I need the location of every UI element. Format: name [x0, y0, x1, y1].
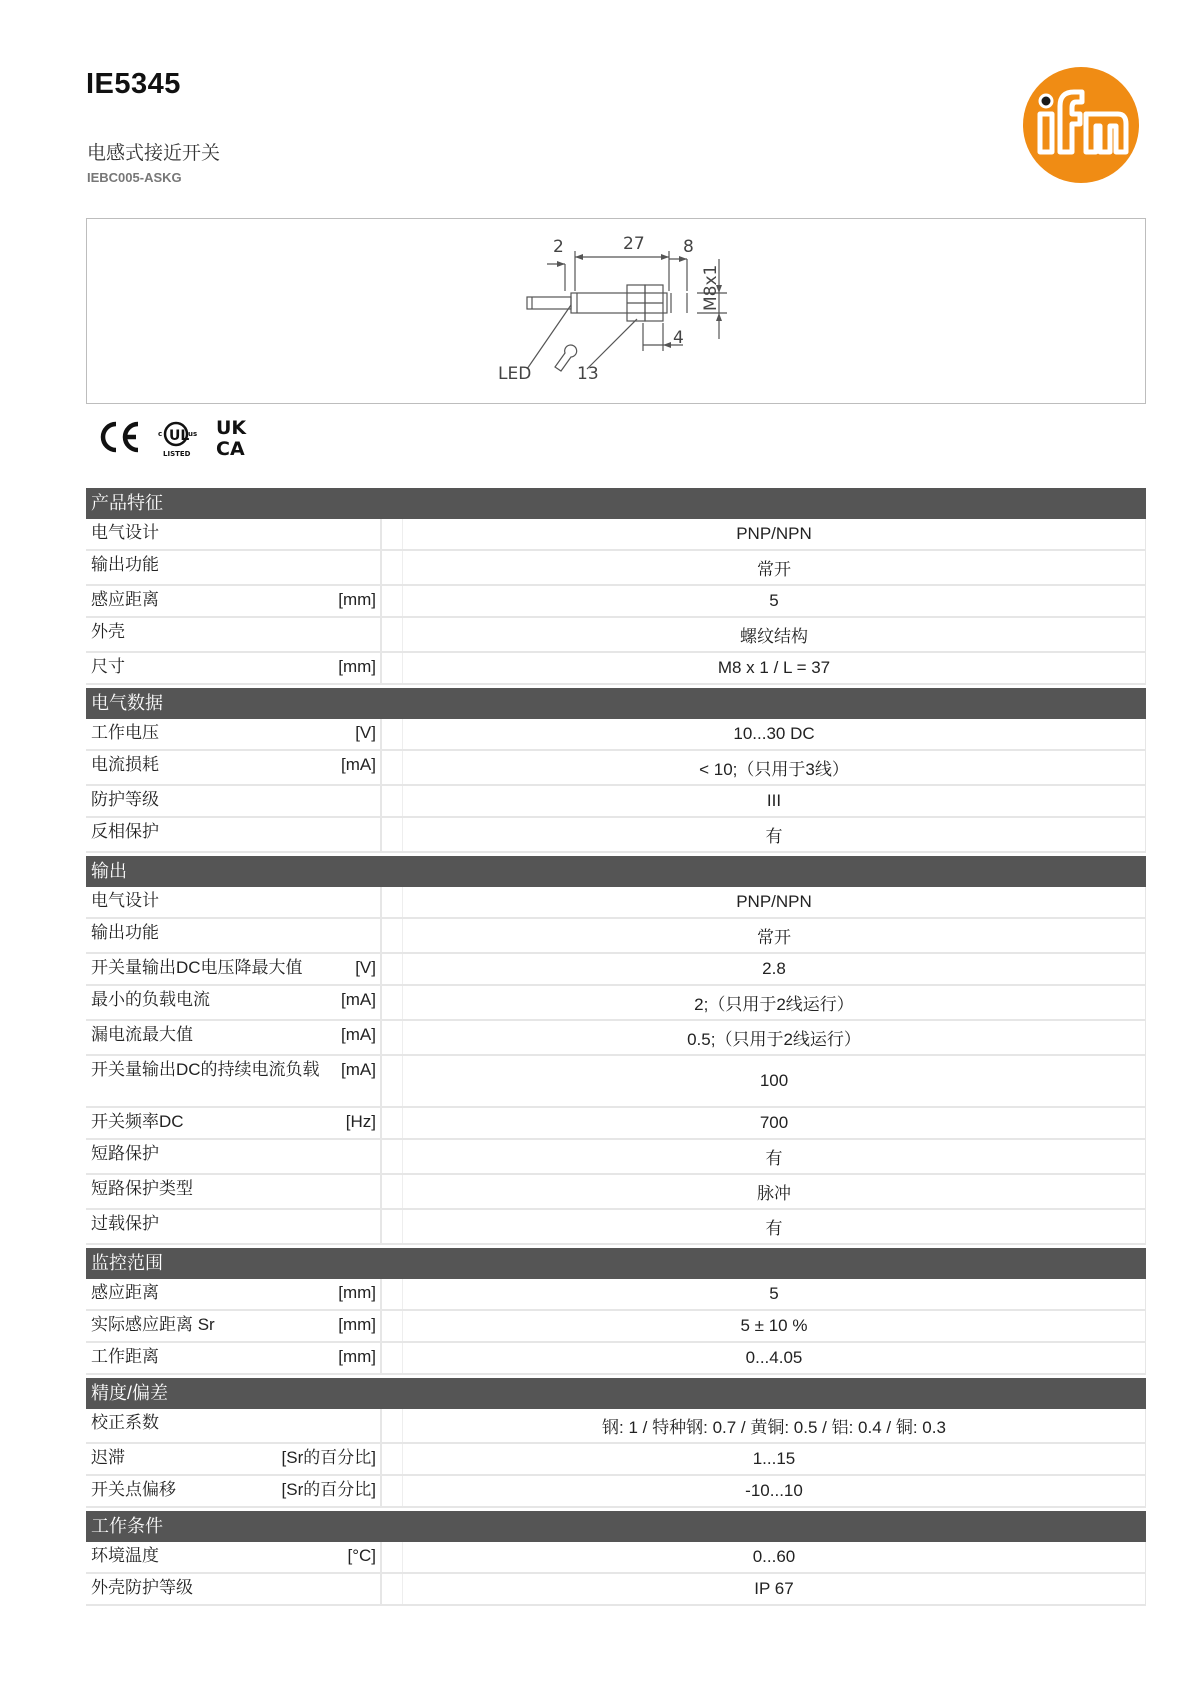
spec-label: 输出功能	[91, 923, 159, 942]
svg-text:UL: UL	[169, 428, 190, 444]
spec-label: 开关量输出DC的持续电流负载	[91, 1060, 320, 1079]
spec-label-cell	[86, 586, 382, 616]
spec-value: 常开	[402, 919, 1146, 952]
spec-value: 螺纹结构	[402, 618, 1146, 651]
spec-value: IP 67	[402, 1574, 1146, 1604]
spec-row	[86, 751, 1146, 786]
dimension-drawing	[86, 218, 1146, 404]
spec-unit	[370, 555, 376, 580]
spec-value: < 10;（只用于3线）	[402, 751, 1146, 784]
thread-label: M8x1	[701, 264, 721, 311]
spec-unit: [mA]	[341, 1025, 376, 1044]
spec-label: 电流损耗	[91, 755, 159, 774]
spec-value: 2;（只用于2线运行）	[402, 986, 1146, 1019]
svg-text:CA: CA	[216, 438, 245, 460]
spec-unit	[370, 1578, 376, 1600]
spec-unit	[370, 790, 376, 812]
spec-row	[86, 1108, 1146, 1140]
spec-label: 感应距离	[91, 1283, 159, 1302]
spec-row	[86, 586, 1146, 618]
product-description: 电感式接近开关	[87, 143, 221, 164]
section-header: 产品特征	[86, 488, 1146, 519]
spec-unit	[370, 822, 376, 847]
page-header	[86, 68, 1146, 198]
spec-value: 钢: 1 / 特种钢: 0.7 / 黄铜: 0.5 / 铝: 0.4 / 铜: 0.3	[402, 1409, 1146, 1442]
spec-label-cell	[86, 653, 382, 683]
product-model: IE5345	[86, 68, 181, 100]
spec-label-cell	[86, 1476, 382, 1506]
spec-row	[86, 1056, 1146, 1108]
spec-value: 有	[402, 1210, 1146, 1243]
section-header: 工作条件	[86, 1511, 1146, 1542]
spec-label-cell	[86, 1140, 382, 1173]
sensor-dimension-diagram	[87, 219, 1147, 405]
spec-unit	[370, 891, 376, 913]
spec-row	[86, 1409, 1146, 1444]
spec-label: 工作距离	[91, 1347, 159, 1366]
spec-row	[86, 719, 1146, 751]
spec-label: 外壳防护等级	[91, 1578, 193, 1597]
spec-label: 开关频率DC	[91, 1112, 184, 1131]
spec-label: 迟滞	[91, 1448, 125, 1467]
spec-label: 外壳	[91, 622, 125, 641]
spec-label-cell	[86, 618, 382, 651]
svg-text:c: c	[158, 430, 163, 438]
spec-row	[86, 1542, 1146, 1574]
spec-row	[86, 1210, 1146, 1245]
spec-label-cell	[86, 1444, 382, 1474]
spec-value: 0.5;（只用于2线运行）	[402, 1021, 1146, 1054]
spec-value: 5	[402, 586, 1146, 616]
spec-label-cell	[86, 954, 382, 984]
ce-mark-icon	[103, 424, 138, 450]
spec-unit: [mA]	[341, 1060, 376, 1079]
section-header: 电气数据	[86, 688, 1146, 719]
spec-unit: [mA]	[341, 755, 376, 774]
spec-value: 5	[402, 1279, 1146, 1309]
spec-unit: [V]	[355, 958, 376, 977]
spec-row	[86, 1175, 1146, 1210]
spec-value: 有	[402, 818, 1146, 851]
spec-unit: [Sr的百分比]	[281, 1448, 376, 1467]
spec-label: 输出功能	[91, 555, 159, 574]
spec-unit: [mm]	[338, 657, 376, 676]
spec-label: 过载保护	[91, 1214, 159, 1233]
dim-8-label: 8	[683, 237, 694, 257]
spec-unit: [mm]	[338, 1315, 376, 1334]
certification-marks	[92, 412, 272, 462]
spec-label-cell	[86, 786, 382, 816]
spec-label: 校正系数	[91, 1413, 159, 1432]
spec-label: 最小的负载电流	[91, 990, 210, 1009]
spec-value: 0...60	[402, 1542, 1146, 1572]
spec-value: 常开	[402, 551, 1146, 584]
spec-unit: [mm]	[338, 1283, 376, 1302]
spec-label-cell	[86, 1574, 382, 1604]
spec-row	[86, 919, 1146, 954]
spec-unit	[370, 1214, 376, 1239]
ukca-mark-icon	[216, 417, 247, 460]
spec-label-cell	[86, 919, 382, 952]
specification-table	[86, 488, 1146, 1606]
spec-value: PNP/NPN	[402, 887, 1146, 917]
spec-label-cell	[86, 1343, 382, 1373]
spec-label-cell	[86, 1056, 382, 1106]
spec-row	[86, 551, 1146, 586]
spec-label: 开关量输出DC电压降最大值	[91, 958, 303, 977]
spec-value: 10...30 DC	[402, 719, 1146, 749]
spec-label-cell	[86, 887, 382, 917]
spec-label: 反相保护	[91, 822, 159, 841]
wrench-size-label: 13	[577, 364, 599, 384]
spec-value: 5 ± 10 %	[402, 1311, 1146, 1341]
dim-27-label: 27	[623, 234, 645, 254]
spec-label: 开关点偏移	[91, 1480, 176, 1499]
spec-label-cell	[86, 551, 382, 584]
spec-row	[86, 1574, 1146, 1606]
spec-row	[86, 1021, 1146, 1056]
spec-row	[86, 618, 1146, 653]
spec-label-cell	[86, 986, 382, 1019]
spec-unit	[370, 523, 376, 545]
spec-value: 有	[402, 1140, 1146, 1173]
spec-label: 环境温度	[91, 1546, 159, 1565]
dim-2-label: 2	[553, 237, 564, 257]
section-header: 精度/偏差	[86, 1378, 1146, 1409]
spec-value: 1...15	[402, 1444, 1146, 1474]
spec-label: 防护等级	[91, 790, 159, 809]
spec-label-cell	[86, 719, 382, 749]
svg-text:us: us	[188, 430, 198, 438]
spec-unit: [mm]	[338, 1347, 376, 1366]
spec-label-cell	[86, 1175, 382, 1208]
spec-label-cell	[86, 1021, 382, 1054]
spec-value: 脉冲	[402, 1175, 1146, 1208]
spec-value: 100	[402, 1056, 1146, 1106]
spec-label: 工作电压	[91, 723, 159, 742]
spec-row	[86, 786, 1146, 818]
spec-label-cell	[86, 818, 382, 851]
spec-label-cell	[86, 1542, 382, 1572]
spec-label: 短路保护	[91, 1144, 159, 1163]
spec-label-cell	[86, 751, 382, 784]
section-header: 输出	[86, 856, 1146, 887]
ifm-logo-icon	[1022, 66, 1140, 184]
spec-label-cell	[86, 1409, 382, 1442]
spec-row	[86, 1343, 1146, 1375]
spec-row	[86, 818, 1146, 853]
spec-row	[86, 653, 1146, 685]
spec-label-cell	[86, 1279, 382, 1309]
spec-row	[86, 1279, 1146, 1311]
spec-label-cell	[86, 519, 382, 549]
spec-row	[86, 519, 1146, 551]
spec-unit	[370, 923, 376, 948]
spec-value: 2.8	[402, 954, 1146, 984]
spec-label: 漏电流最大值	[91, 1025, 193, 1044]
spec-unit	[370, 1413, 376, 1438]
spec-unit	[370, 1144, 376, 1169]
spec-value: 0...4.05	[402, 1343, 1146, 1373]
spec-unit: [°C]	[347, 1546, 376, 1565]
spec-label-cell	[86, 1108, 382, 1138]
svg-text:LISTED: LISTED	[163, 450, 191, 458]
dim-4-label: 4	[673, 328, 684, 348]
spec-value: PNP/NPN	[402, 519, 1146, 549]
spec-unit: [Hz]	[345, 1112, 376, 1131]
spec-value: M8 x 1 / L = 37	[402, 653, 1146, 683]
spec-label: 电气设计	[91, 891, 159, 910]
spec-unit	[370, 1179, 376, 1204]
spec-label-cell	[86, 1311, 382, 1341]
spec-label: 感应距离	[91, 590, 159, 609]
order-code: IEBC005-ASKG	[87, 170, 182, 185]
svg-text:UK: UK	[216, 417, 247, 439]
spec-label-cell	[86, 1210, 382, 1243]
spec-row	[86, 1311, 1146, 1343]
spec-unit	[370, 622, 376, 647]
spec-value: III	[402, 786, 1146, 816]
led-label: LED	[498, 364, 532, 384]
spec-unit: [mA]	[341, 990, 376, 1009]
spec-row	[86, 887, 1146, 919]
spec-value: 700	[402, 1108, 1146, 1138]
spec-label: 电气设计	[91, 523, 159, 542]
spec-label: 实际感应距离 Sr	[91, 1315, 215, 1334]
spec-value: -10...10	[402, 1476, 1146, 1506]
spec-unit: [mm]	[338, 590, 376, 609]
cul-listed-icon	[158, 423, 197, 458]
spec-label: 尺寸	[91, 657, 125, 676]
wrench-icon	[555, 345, 577, 371]
section-header: 监控范围	[86, 1248, 1146, 1279]
spec-label: 短路保护类型	[91, 1179, 193, 1198]
spec-row	[86, 1140, 1146, 1175]
spec-row	[86, 986, 1146, 1021]
spec-row	[86, 1444, 1146, 1476]
spec-row	[86, 954, 1146, 986]
spec-unit: [V]	[355, 723, 376, 742]
spec-unit: [Sr的百分比]	[281, 1480, 376, 1499]
spec-row	[86, 1476, 1146, 1508]
